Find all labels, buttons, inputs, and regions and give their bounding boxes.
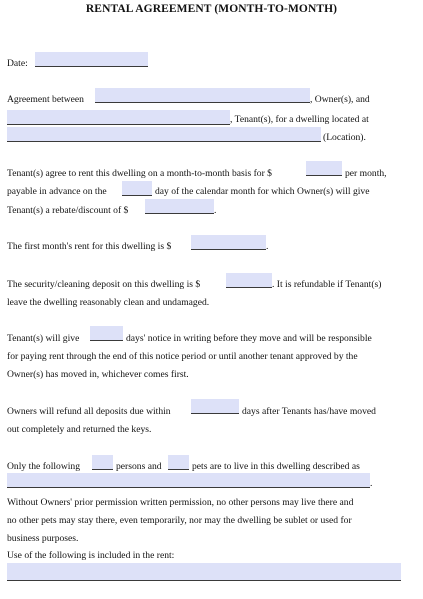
- rent-line-2b: [155, 186, 369, 198]
- included-items-field[interactable]: [7, 563, 401, 581]
- document-title: RENTAL AGREEMENT (MONTH-TO-MONTH): [85, 3, 338, 15]
- tenants-label: , Tenant(s), for a dwelling located at: [230, 114, 369, 125]
- deposit-line-1: [7, 279, 200, 291]
- rent-line-1b: [345, 168, 387, 180]
- notice-text-2: days' notice in writing before they move and will be responsible: [126, 333, 372, 344]
- occupants-text-1: Only the following: [7, 461, 81, 472]
- refund-text-2: days after Tenants has/have moved: [242, 406, 376, 417]
- first-month-rent-field[interactable]: [191, 235, 269, 252]
- deposit-field[interactable]: [226, 273, 272, 288]
- first-month-text-1: The first month's rent for this dwelling is $: [7, 241, 172, 252]
- rent-amount-field[interactable]: [306, 161, 342, 176]
- owners-label-wrap: [310, 94, 370, 106]
- location-label: (Location).: [323, 132, 366, 143]
- refund-text-3: out completely and returned the keys.: [7, 424, 152, 435]
- permission-line-2: [7, 515, 352, 527]
- persons-count-field[interactable]: [92, 455, 113, 470]
- permission-text-2: no other pets may stay there, even temporarily, nor may the dwelling be sublet or used for: [7, 515, 352, 526]
- refund-line-1b: [242, 406, 376, 418]
- notice-text-4: Owner(s) has moved in, whichever comes first.: [7, 369, 189, 380]
- occupants-text-4: .: [370, 478, 373, 489]
- deposit-text-1: The security/cleaning deposit on this dwelling is $: [7, 279, 201, 290]
- pets-count-field[interactable]: [168, 455, 189, 470]
- occupants-line-1b: [116, 461, 162, 473]
- rent-text-6: .: [214, 205, 217, 216]
- notice-line-3: [7, 369, 189, 381]
- rent-text-3: payable in advance on the: [7, 186, 107, 197]
- notice-days-field[interactable]: [90, 326, 123, 341]
- first-month-line-b: [266, 241, 268, 253]
- occupants-line-2b: [370, 478, 372, 490]
- owners-label: , Owner(s), and: [310, 94, 370, 105]
- refund-line-1: [7, 406, 171, 418]
- occupants-text-3: pets are to live in this dwelling described as: [192, 461, 360, 472]
- deposit-line-1b: [272, 279, 381, 291]
- occupants-line-1: [7, 461, 80, 473]
- rent-line-3b: [214, 205, 216, 217]
- date-line: [7, 58, 28, 70]
- date-field[interactable]: [35, 52, 148, 67]
- included-line: [7, 550, 174, 562]
- location-field[interactable]: [7, 127, 321, 142]
- notice-line-1: [7, 333, 79, 345]
- rent-line-1: [7, 168, 272, 180]
- rent-line-2: [7, 186, 107, 198]
- dwelling-description-field[interactable]: [7, 473, 373, 489]
- agreement-line-1: [7, 94, 84, 106]
- date-label: Date:: [7, 58, 28, 69]
- refund-text-1: Owners will refund all deposits due within: [7, 406, 171, 417]
- deposit-text-3: leave the dwelling reasonably clean and undamaged.: [7, 297, 210, 308]
- tenants-label-wrap: [230, 114, 369, 126]
- refund-line-2: [7, 424, 151, 436]
- notice-line-2: [7, 351, 358, 363]
- first-month-text-2: .: [266, 241, 269, 252]
- permission-line-3: [7, 533, 78, 545]
- occupants-line-1c: [192, 461, 360, 473]
- notice-line-1b: [126, 333, 372, 345]
- deposit-text-2: . It is refundable if Tenant(s): [272, 279, 382, 290]
- permission-text-3: business purposes.: [7, 533, 79, 544]
- tenants-field[interactable]: [7, 110, 230, 125]
- rent-text-2: per month,: [345, 168, 387, 179]
- rent-text-5: Tenant(s) a rebate/discount of $: [7, 205, 129, 216]
- rebate-field[interactable]: [145, 199, 217, 216]
- permission-line-1: [7, 497, 353, 509]
- notice-text-3: for paying rent through the end of this notice period or until another tenant approved by the: [7, 351, 358, 362]
- agreement-between-label: Agreement between: [7, 94, 84, 105]
- permission-text-1: Without Owners' prior permission written permission, no other persons may live there and: [7, 497, 354, 508]
- deposit-line-2: [7, 297, 209, 309]
- occupants-text-2: persons and: [116, 461, 162, 472]
- rent-text-1: Tenant(s) agree to rent this dwelling on a month-to-month basis for $: [7, 168, 272, 179]
- notice-text-1: Tenant(s) will give: [7, 333, 80, 344]
- owners-field[interactable]: [95, 88, 310, 103]
- rent-text-4: day of the calendar month for which Owner(s) will give: [155, 186, 370, 197]
- first-month-line: [7, 241, 171, 253]
- payment-day-field[interactable]: [122, 181, 152, 196]
- included-label: Use of the following is included in the rent:: [7, 550, 175, 561]
- refund-days-field[interactable]: [191, 399, 239, 414]
- rent-line-3: [7, 205, 128, 217]
- location-label-wrap: [323, 132, 366, 144]
